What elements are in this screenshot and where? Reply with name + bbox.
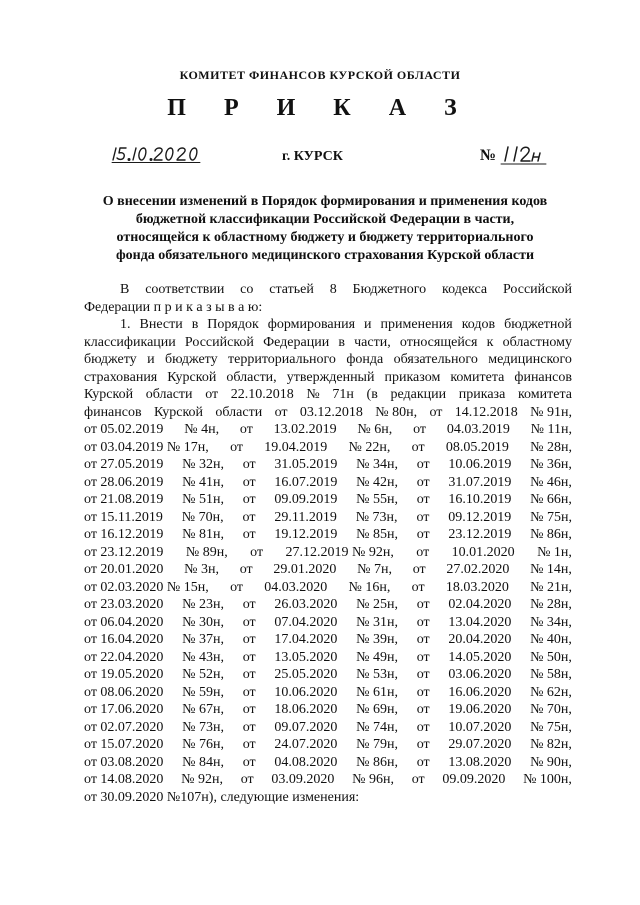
body-text-segment: 19.04.2019 [264,439,328,455]
body-text-segment: 10.06.2019 [448,457,512,472]
body-text-segment: 26.03.2020 [274,597,338,612]
body-line [84,334,572,352]
city-label: г. КУРСК [282,149,343,164]
body-text-segment: от 28.06.2019 [84,474,164,490]
body-text-segment: 1. [120,317,131,332]
body-text-segment: от 22.04.2020 [84,649,164,665]
body-text-segment: 03.12.2018 [299,404,363,420]
body-line [84,474,572,492]
body-text-segment: приказа [458,387,506,402]
body-text-segment: 10.06.2020 [274,684,338,700]
body-line [84,789,572,807]
body-text-segment: 31.07.2019 [448,474,512,490]
body-line [84,421,572,439]
body-text-segment: от [416,474,430,490]
body-text-segment: № 61н, [356,684,398,700]
organization-header: КОМИТЕТ ФИНАНСОВ КУРСКОЙ ОБЛАСТИ [179,68,461,82]
body-text-segment: редакции [390,387,447,402]
body-line [84,491,572,509]
body-text-segment: в [191,317,199,332]
body-text-segment: и [364,317,372,332]
body-text-segment: № 25н, [356,597,398,612]
body-line [84,579,572,597]
body-text-segment: Порядок [207,317,259,332]
body-text-segment: № 92н, [181,772,224,787]
body-text-segment: № 58н, [530,667,572,682]
body-line [84,561,572,579]
body-text-segment: № 80н, [375,404,418,420]
body-text-segment: от [416,684,430,700]
body-text-segment: Федерации п р и к а з ы в а ю: [84,299,263,315]
body-text-segment: 16.06.2020 [448,684,512,700]
body-text-segment: № 75н, [530,719,572,735]
body-text-segment: утвержденный [286,369,375,385]
body-text-segment: от [240,772,254,787]
body-text-segment: Бюджетного [352,282,427,297]
body-text-segment: № 82н, [530,737,572,752]
body-line [84,509,572,527]
body-line [84,351,572,369]
body-line [84,649,572,667]
body-text-segment: от [416,632,430,647]
body-text-segment: от 16.04.2020 [84,632,164,647]
body-text-segment: от 08.06.2020 [84,684,164,700]
body-text-segment: 27.12.2019 № 92н, [285,544,394,560]
body-text-segment: № 7н, [357,562,392,577]
body-text-segment: комитета [450,369,505,385]
body-line [84,596,572,614]
body-text-segment: № 22н, [348,439,391,455]
body-text-segment: от [274,404,288,420]
body-text-segment: № 55н, [356,492,398,507]
body-text-segment: формирования [267,317,356,332]
body-text-segment: № 81н, [182,527,225,542]
body-text-segment: от [242,614,256,630]
body-text-segment: Российской [502,282,572,297]
body-text-segment: 18.06.2020 [274,702,338,717]
body-text-segment: от [416,544,430,560]
body-text-segment: от 19.05.2020 [84,667,164,682]
body-text-segment: № 6н, [357,422,393,437]
body-text-segment: от 15.07.2020 [84,737,164,752]
body-text-segment: от [416,597,430,612]
body-text-segment: кодекса [442,282,488,297]
body-text-segment: от [239,422,253,437]
body-text-segment: применения [380,317,453,332]
body-text-segment: Российской [184,334,254,350]
body-text-segment: от [413,422,427,437]
body-text-segment: № 41н, [182,474,225,490]
body-text-segment: № 86н, [356,754,398,770]
body-text-segment: 29.11.2019 [274,509,337,525]
body-text-segment: 09.12.2019 [448,509,512,525]
body-text-segment: части, [354,334,391,350]
body-text-segment: от [242,649,256,665]
body-text-segment: от 03.04.2019 № 17н, [84,439,209,455]
body-text-segment: от 16.12.2019 [84,527,164,542]
body-text-segment: от 15.11.2019 [84,509,163,525]
body-text-segment: 29.07.2020 [448,737,512,752]
body-text-segment: № 74н, [356,719,398,735]
body-line [84,666,572,684]
body-text-segment: бюджету [164,352,218,367]
body-line [84,456,572,474]
body-text-segment: № 62н, [530,684,572,700]
body-text-segment: 13.05.2020 [274,649,338,665]
subject-line: фонда обязательного медицинского страхования Курской области [115,248,535,263]
body-text-segment: от [242,457,256,472]
body-text-segment: 04.08.2020 [274,754,338,770]
body-text-segment: № 84н, [182,754,225,770]
body-text-segment: от [242,509,256,525]
body-text-segment: от [230,439,243,455]
body-text-segment: 10.07.2020 [448,719,512,735]
body-text-segment: от [242,474,256,490]
body-text-segment: № 46н, [530,474,572,490]
body-text-segment: комитета [517,387,572,402]
body-text-segment: № 100н, [523,772,572,787]
body-text-segment: № 28н, [530,439,572,455]
body-text-segment: обязательного [393,352,478,367]
body-text-segment: 22.10.2018 [230,387,294,402]
body-text-segment: № 50н, [530,649,572,665]
body-text-segment: медицинского [488,352,572,367]
body-text-segment: № 16н, [348,579,391,595]
body-text-segment: № 53н, [356,667,398,682]
body-text-segment: № 36н, [530,457,572,472]
body-text-segment: № 79н, [356,737,398,752]
body-text-segment: от [242,667,256,682]
body-text-segment: от [416,492,430,507]
body-text-segment: 19.06.2020 [448,702,512,717]
body-text-segment: от [416,527,430,542]
body-text-segment: от 14.08.2020 [84,772,164,787]
body-text-segment: 14.05.2020 [448,649,512,665]
body-text-segment: от [416,719,430,735]
body-text-segment: от 21.08.2019 [84,492,164,507]
body-text-segment: статьей [269,282,314,297]
body-text-segment: от 02.03.2020 № 15н, [84,579,209,595]
document-title: П Р И К А З [167,95,473,121]
body-text-segment: области, [226,369,277,385]
body-text-segment: № 31н, [356,614,398,630]
body-text-segment: 04.03.2020 [264,579,328,595]
body-line [84,544,572,562]
body-text-segment: территориального [228,352,336,367]
body-text-segment: от [412,562,426,577]
body-text-segment: от 20.01.2020 [84,562,164,577]
body-text-segment: В [120,282,130,297]
body-text-segment: № 3н, [184,562,220,577]
body-text-segment: от [242,597,256,612]
body-text-segment: от [416,667,430,682]
body-text-segment: от 06.04.2020 [84,614,164,630]
body-text-segment: № 30н, [182,614,225,630]
body-text-segment: № 91н, [530,404,572,420]
body-text-segment: соответствии [145,282,225,297]
body-text-segment: Федерации [263,334,330,350]
body-text-segment: 10.01.2020 [451,544,515,560]
body-text-segment: 18.03.2020 [445,579,509,595]
body-text-segment: № 23н, [182,597,225,612]
body-line [84,299,572,317]
body-text-segment: от [416,509,430,525]
body-text-segment: от [242,702,256,717]
handwritten-date [110,144,206,164]
body-line [84,754,572,772]
body-text-segment: 04.03.2019 [446,422,510,437]
body-text-segment: бюджетной [504,317,572,332]
body-text-segment: № 96н, [352,772,394,787]
body-text-segment: № 21н, [530,579,572,595]
body-text-segment: № [306,387,320,402]
body-text-segment: 08.05.2019 [445,439,509,455]
body-text-segment: № 1н, [537,544,572,560]
body-text-segment: 27.02.2020 [446,562,510,577]
body-text-segment: 16.10.2019 [448,492,512,507]
body-text-segment: от [416,737,430,752]
body-text-segment: от [230,579,243,595]
body-text-segment: от [250,544,264,560]
body-text-segment: Курской [84,387,134,402]
body-text-segment: от [242,719,256,735]
body-text-segment: 29.01.2020 [273,562,337,577]
body-text-segment: области [145,387,193,402]
body-text-segment: № 73н, [182,719,225,735]
body-text-segment: 25.05.2020 [274,667,338,682]
body-text-segment: от [242,492,256,507]
body-text-segment: областному [502,334,572,350]
body-text-segment: 13.04.2020 [448,614,512,630]
body-text-segment: от [416,457,430,472]
body-line [84,719,572,737]
body-line [84,439,572,457]
body-text-segment: кодов [461,317,496,332]
body-text-segment: от 23.03.2020 [84,597,164,612]
body-text-segment: № 76н, [182,737,225,752]
body-text-segment: 31.05.2019 [274,457,338,472]
body-text-segment: со [240,282,254,297]
body-text-segment: № 75н, [530,509,572,525]
body-text-segment: от [242,737,256,752]
body-text-segment: 03.06.2020 [448,667,512,682]
order-subject [80,193,570,265]
subject-line: бюджетной классификации Российской Федерации в части, [135,212,515,227]
body-text-segment: от 02.07.2020 [84,719,164,735]
body-text-segment: № 34н, [530,614,572,630]
body-text-segment: 03.09.2020 [271,772,335,787]
body-text-segment: 23.12.2019 [448,527,512,542]
body-text-segment: № 43н, [182,649,225,665]
body-text-segment: и [147,352,155,367]
body-text-segment: от 23.12.2019 [84,544,164,560]
body-text-segment: 13.08.2020 [448,754,512,770]
handwritten-number [500,144,550,166]
body-text-segment: № 32н, [182,457,225,472]
body-text-segment: 20.04.2020 [448,632,512,647]
body-text-segment: от [242,754,256,770]
body-text-segment: № 42н, [356,474,398,490]
body-text-segment: № 14н, [530,562,572,577]
subject-line: О внесении изменений в Порядок формирования и применения кодов [102,194,548,209]
body-text-segment: бюджету [84,352,137,367]
body-line [84,404,572,422]
body-text-segment: приказом [384,369,441,385]
body-line [84,316,572,334]
body-text-segment: № 51н, [182,492,225,507]
body-line [84,281,572,299]
body-text-segment: страхования [84,369,158,385]
body-text-segment: 16.07.2019 [274,474,338,490]
body-text-segment: 13.02.2019 [273,422,337,437]
body-text-segment: 07.04.2020 [274,614,338,630]
body-text-segment: № 67н, [182,702,225,717]
body-line [84,771,572,789]
body-line [84,369,572,387]
body-text-segment: Курской [167,369,217,385]
body-text-segment: от [416,754,430,770]
body-text-segment: от [416,702,430,717]
body-text-segment: № 59н, [182,684,225,700]
body-text-segment: области [215,404,263,420]
body-text-segment: 14.12.2018 [454,404,518,420]
body-text-segment: 8 [329,282,337,297]
body-line [84,386,572,404]
body-text-segment: № 37н, [182,632,225,647]
body-text-segment: от [429,404,443,420]
body-text-segment: (в [366,387,378,402]
body-text-segment: от [239,562,253,577]
body-text-segment: 71н [332,387,354,402]
body-text-segment: от 03.08.2020 [84,754,164,770]
body-text-segment: фонда [346,352,384,367]
body-text-segment: от [416,614,430,630]
body-text-segment: 19.12.2019 [274,527,338,542]
body-text-segment: от 30.09.2020 №107н), следующие изменения: [84,789,360,805]
body-text-segment: 09.09.2020 [442,772,506,787]
body-text-segment: финансов [84,404,142,420]
body-text-segment: относящейся [399,334,478,350]
body-text-segment: Внести [139,317,183,332]
body-text-segment: от 27.05.2019 [84,457,164,472]
body-text-segment: № 85н, [356,527,398,542]
body-text-segment: 17.04.2020 [274,632,338,647]
body-text-segment: от [411,579,425,595]
body-text-segment: № 11н, [530,422,572,437]
body-text-segment: 09.07.2020 [274,719,338,735]
body-text-segment: № 34н, [356,457,398,472]
body-text-segment: в [338,334,345,350]
body-line [84,701,572,719]
body-text-segment: № 52н, [182,667,225,682]
body-text-segment: от [411,772,425,787]
body-line [84,684,572,702]
body-line [84,614,572,632]
body-text-segment: № 90н, [530,754,572,770]
body-text-segment: Курской [153,404,204,420]
body-text-segment: № 86н, [530,527,572,542]
body-text-segment: № 70н, [181,509,224,525]
body-text-segment: от [242,684,256,700]
subject-line: относящейся к областному бюджету и бюджету территориального [116,230,534,245]
body-text-segment: от [242,632,256,647]
order-body [84,281,572,806]
body-text-segment: к [486,334,494,350]
number-sign: № [480,147,497,164]
body-text-segment: № 4н, [184,422,220,437]
body-line [84,526,572,544]
body-text-segment: от [242,527,256,542]
body-text-segment: от [416,649,430,665]
body-text-segment: № 73н, [355,509,398,525]
body-text-segment: от [205,387,219,402]
body-text-segment: № 89н, [185,544,228,560]
body-text-segment: № 49н, [356,649,398,665]
body-text-segment: от [411,439,425,455]
body-text-segment: финансов [514,369,572,385]
body-text-segment: классификации [84,334,176,350]
body-text-segment: 24.07.2020 [274,737,338,752]
body-text-segment: № 69н, [356,702,398,717]
body-text-segment: № 70н, [530,702,572,717]
body-text-segment: № 39н, [356,632,398,647]
body-text-segment: от 17.06.2020 [84,702,164,717]
body-text-segment: 09.09.2019 [274,492,338,507]
body-text-segment: № 40н, [530,632,572,647]
body-text-segment: № 66н, [530,492,572,507]
body-text-segment: от 05.02.2019 [84,422,164,437]
body-line [84,631,572,649]
body-text-segment: № 28н, [530,597,572,612]
body-line [84,736,572,754]
body-text-segment: 02.04.2020 [448,597,512,612]
